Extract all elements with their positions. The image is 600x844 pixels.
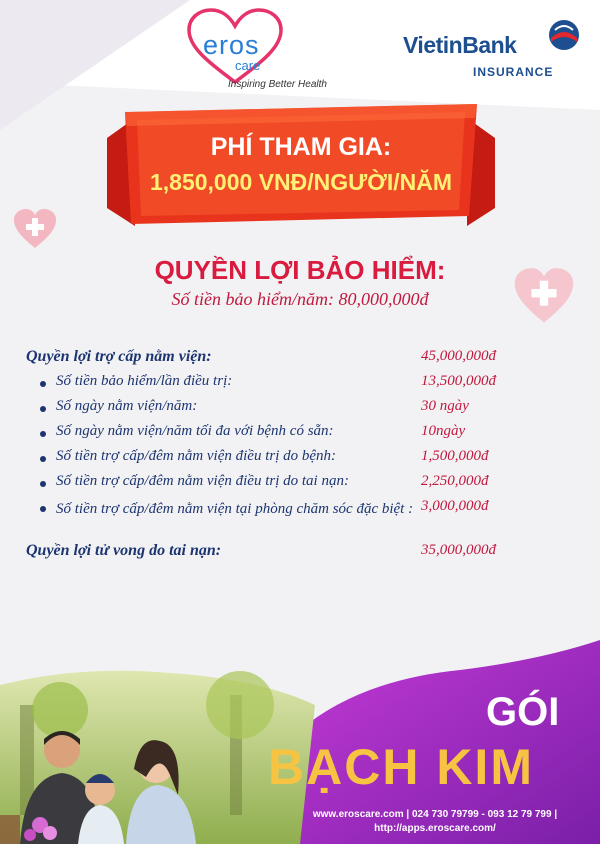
banner-ribbon-shape xyxy=(107,98,495,231)
benefit-label: Quyền lợi tử vong do tai nạn: xyxy=(26,542,222,559)
benefit-label: Số ngày nằm viện/năm tối đa với bệnh có sẵn: xyxy=(56,423,334,439)
benefits-sum-insured: Số tiền bảo hiểm/năm: 80,000,000đ xyxy=(171,289,429,309)
contact-line: www.eroscare.com | 024 730 79799 - 093 12 79 799 | xyxy=(312,809,558,820)
benefit-label: Số tiền trợ cấp/đêm nằm viện tại phòng chăm sóc đặc biệt : xyxy=(56,501,414,517)
eros-tagline: Inspiring Better Health xyxy=(228,79,327,90)
eros-care-word: care xyxy=(235,58,261,73)
contact-line: http://apps.eroscare.com/ xyxy=(374,823,496,834)
benefit-value: 13,500,000đ xyxy=(421,373,496,389)
list-item xyxy=(26,448,586,473)
fee-amount: 1,850,000 VNĐ/NGƯỜI/NĂM xyxy=(149,169,453,195)
eros-care-logo xyxy=(185,8,325,96)
vietinbank-wordmark: VietinBank xyxy=(403,32,517,58)
vietinbank-insurance-logo xyxy=(403,32,583,84)
list-item xyxy=(26,373,586,398)
benefit-label: Số tiền bảo hiểm/lần điều trị: xyxy=(56,373,233,389)
bullet-icon xyxy=(40,381,46,387)
benefit-value: 30 ngày xyxy=(421,398,469,414)
bullet-icon xyxy=(40,456,46,462)
benefit-value: 10ngày xyxy=(421,423,466,439)
benefit-value: 3,000,000đ xyxy=(421,498,489,514)
list-item xyxy=(26,498,586,542)
medical-heart-icon xyxy=(12,208,58,250)
fee-banner xyxy=(107,98,495,231)
list-item xyxy=(26,348,586,373)
vietinbank-mark-icon xyxy=(547,18,581,52)
bullet-icon xyxy=(40,431,46,437)
contact-info xyxy=(280,808,590,836)
benefit-label: Quyền lợi trợ cấp nằm viện: xyxy=(26,348,212,365)
list-item xyxy=(26,398,586,423)
bullet-icon xyxy=(40,481,46,487)
list-item xyxy=(26,423,586,448)
list-item xyxy=(26,473,586,498)
package-prefix: GÓI xyxy=(486,690,560,734)
benefit-label: Số tiền trợ cấp/đêm nằm viện điều trị do bệnh: xyxy=(56,448,337,464)
benefit-value: 1,500,000đ xyxy=(421,448,489,464)
benefit-value: 2,250,000đ xyxy=(421,473,489,489)
benefit-value: 35,000,000đ xyxy=(421,542,496,558)
benefit-value: 45,000,000đ xyxy=(421,348,496,364)
insurance-wordmark: INSURANCE xyxy=(473,65,554,79)
benefit-label: Số ngày nằm viện/năm: xyxy=(56,398,198,414)
bullet-icon xyxy=(40,406,46,412)
benefits-title: QUYỀN LỢI BẢO HIỂM: xyxy=(154,255,446,285)
benefit-label: Số tiền trợ cấp/đêm nằm viện điều trị do tai nạn: xyxy=(56,473,349,489)
package-name: BẠCH KIM xyxy=(268,739,534,795)
benefits-list xyxy=(26,348,586,567)
list-item xyxy=(26,542,586,567)
eros-wordmark: eros xyxy=(203,30,260,60)
fee-label: PHÍ THAM GIA: xyxy=(210,133,392,161)
bullet-icon xyxy=(40,506,46,512)
